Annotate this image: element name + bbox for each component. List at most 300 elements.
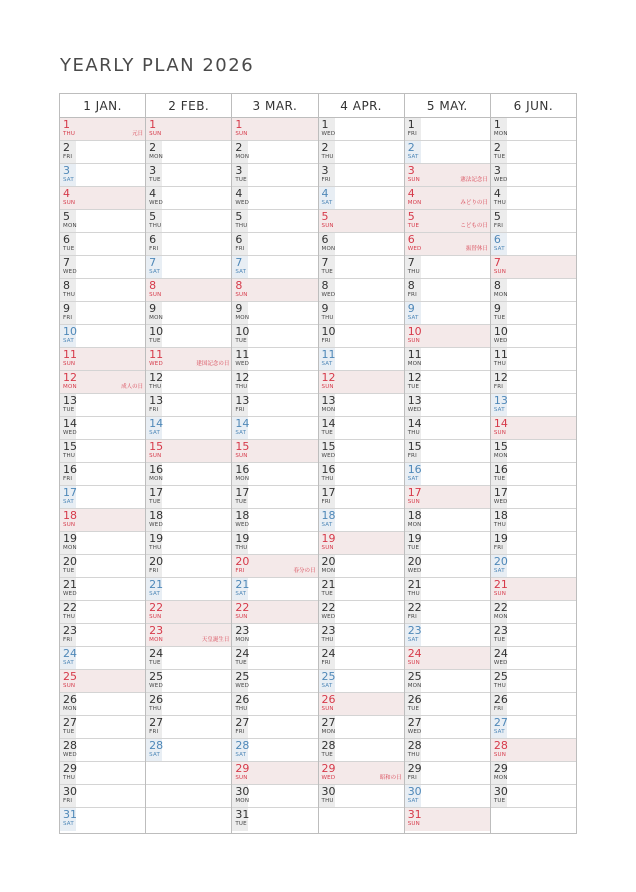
day-cell[interactable] [60,509,145,532]
day-cell[interactable] [405,141,490,164]
day-cell[interactable] [319,532,404,555]
day-cell[interactable] [232,233,317,256]
day-cell[interactable] [60,693,145,716]
day-cell[interactable] [60,647,145,670]
day-note-area[interactable] [507,256,576,278]
day-note-area[interactable] [335,210,404,232]
day-note-area[interactable] [421,739,490,761]
day-cell[interactable] [146,463,231,486]
day-cell[interactable] [491,463,576,486]
day-cell[interactable] [232,417,317,440]
day-cell[interactable] [405,302,490,325]
day-cell[interactable] [405,394,490,417]
day-cell[interactable] [232,118,317,141]
day-note-area[interactable] [335,716,404,738]
day-note-area[interactable] [335,256,404,278]
day-note-area[interactable] [507,325,576,347]
day-cell[interactable] [60,785,145,808]
day-cell[interactable] [319,210,404,233]
day-note-area[interactable] [507,716,576,738]
day-note-area[interactable] [76,785,145,807]
day-note-area[interactable] [421,348,490,370]
day-note-area[interactable] [76,463,145,485]
day-cell[interactable] [232,440,317,463]
day-cell[interactable] [405,279,490,302]
day-cell[interactable] [60,279,145,302]
day-cell[interactable] [60,118,145,141]
day-cell[interactable] [319,739,404,762]
day-note-area[interactable] [162,601,231,623]
day-note-area[interactable] [76,808,145,831]
day-note-area[interactable] [507,371,576,393]
day-note-area[interactable] [421,785,490,807]
day-note-area[interactable] [162,325,231,347]
day-cell[interactable] [405,785,490,808]
day-cell[interactable] [146,118,231,141]
day-note-area[interactable] [335,164,404,186]
day-cell[interactable] [405,440,490,463]
day-note-area[interactable] [335,670,404,692]
day-cell[interactable] [319,647,404,670]
day-note-area[interactable] [507,624,576,646]
day-cell[interactable] [60,716,145,739]
day-note-area[interactable] [507,279,576,301]
day-cell[interactable] [232,716,317,739]
day-cell[interactable] [146,417,231,440]
day-note-area[interactable] [76,348,145,370]
day-cell[interactable] [60,578,145,601]
day-cell[interactable] [232,808,317,831]
day-note-area[interactable] [335,486,404,508]
day-cell[interactable] [232,647,317,670]
day-cell[interactable] [232,785,317,808]
day-note-area[interactable] [421,118,490,140]
day-note-area[interactable] [248,624,317,646]
day-note-area[interactable] [76,187,145,209]
day-note-area[interactable] [421,486,490,508]
day-note-area[interactable] [248,210,317,232]
day-note-area[interactable] [162,440,231,462]
day-note-area[interactable] [335,118,404,140]
day-note-area[interactable] [507,762,576,784]
day-cell[interactable] [60,670,145,693]
day-note-area[interactable] [162,670,231,692]
day-note-area[interactable] [335,624,404,646]
day-cell[interactable] [491,417,576,440]
day-note-area[interactable] [421,302,490,324]
day-note-area[interactable] [248,440,317,462]
day-note-area[interactable] [76,302,145,324]
day-note-area[interactable] [335,601,404,623]
day-cell[interactable] [146,164,231,187]
day-note-area[interactable] [162,371,231,393]
day-cell[interactable] [60,256,145,279]
day-note-area[interactable] [507,693,576,715]
day-note-area[interactable] [421,716,490,738]
day-cell[interactable] [232,624,317,647]
day-cell[interactable] [405,532,490,555]
day-note-area[interactable] [335,463,404,485]
day-note-area[interactable] [162,486,231,508]
day-cell[interactable] [319,624,404,647]
day-cell[interactable] [232,578,317,601]
day-note-area[interactable] [76,486,145,508]
day-cell[interactable] [60,394,145,417]
day-cell[interactable] [491,210,576,233]
day-note-area[interactable] [248,417,317,439]
day-note-area[interactable] [162,187,231,209]
day-cell[interactable] [60,141,145,164]
day-cell[interactable] [146,348,231,371]
day-cell[interactable] [319,417,404,440]
day-note-area[interactable] [335,440,404,462]
day-cell[interactable] [232,256,317,279]
day-note-area[interactable] [162,555,231,577]
day-cell[interactable] [232,371,317,394]
day-cell[interactable] [60,417,145,440]
day-cell[interactable] [319,555,404,578]
day-cell[interactable] [146,670,231,693]
day-note-area[interactable] [76,164,145,186]
day-note-area[interactable] [335,693,404,715]
day-cell[interactable] [491,233,576,256]
day-note-area[interactable] [335,233,404,255]
day-note-area[interactable] [248,785,317,807]
day-note-area[interactable] [76,325,145,347]
day-note-area[interactable] [507,463,576,485]
day-cell[interactable] [60,187,145,210]
day-note-area[interactable] [248,509,317,531]
day-note-area[interactable] [162,302,231,324]
day-note-area[interactable] [335,578,404,600]
day-cell[interactable] [491,739,576,762]
day-note-area[interactable] [162,233,231,255]
day-note-area[interactable] [248,693,317,715]
day-cell[interactable] [146,532,231,555]
day-cell[interactable] [146,256,231,279]
day-cell[interactable] [232,739,317,762]
day-note-area[interactable] [76,693,145,715]
day-cell[interactable] [319,348,404,371]
day-cell[interactable] [405,417,490,440]
day-cell[interactable] [405,233,490,256]
day-cell[interactable] [405,463,490,486]
day-note-area[interactable] [421,647,490,669]
day-note-area[interactable] [162,141,231,163]
day-note-area[interactable] [248,716,317,738]
day-cell[interactable] [146,141,231,164]
day-cell[interactable] [146,578,231,601]
day-note-area[interactable] [421,394,490,416]
day-note-area[interactable] [162,279,231,301]
day-cell[interactable] [319,371,404,394]
day-cell[interactable] [232,325,317,348]
day-cell[interactable] [146,739,231,762]
day-note-area[interactable] [248,463,317,485]
day-cell[interactable] [319,463,404,486]
day-note-area[interactable] [421,670,490,692]
day-cell[interactable] [405,187,490,210]
day-note-area[interactable] [248,325,317,347]
day-note-area[interactable] [76,578,145,600]
day-cell[interactable] [405,624,490,647]
day-cell[interactable] [232,279,317,302]
day-note-area[interactable] [421,555,490,577]
day-cell[interactable] [491,555,576,578]
day-note-area[interactable] [421,624,490,646]
day-note-area[interactable] [507,578,576,600]
day-cell[interactable] [491,670,576,693]
day-cell[interactable] [146,647,231,670]
day-cell[interactable] [60,739,145,762]
day-note-area[interactable] [335,739,404,761]
day-cell[interactable] [60,302,145,325]
day-note-area[interactable] [421,693,490,715]
day-cell[interactable] [405,670,490,693]
day-note-area[interactable] [248,647,317,669]
day-cell[interactable] [405,371,490,394]
day-note-area[interactable] [507,394,576,416]
day-cell[interactable] [405,486,490,509]
day-cell[interactable] [319,716,404,739]
day-note-area[interactable] [335,302,404,324]
day-cell[interactable] [146,325,231,348]
day-note-area[interactable] [162,693,231,715]
day-note-area[interactable] [507,118,576,140]
day-cell[interactable] [491,164,576,187]
day-cell[interactable] [405,739,490,762]
day-note-area[interactable] [335,647,404,669]
day-note-area[interactable] [507,164,576,186]
day-cell[interactable] [146,693,231,716]
day-note-area[interactable] [248,141,317,163]
day-note-area[interactable] [248,601,317,623]
day-note-area[interactable] [248,486,317,508]
day-note-area[interactable] [507,233,576,255]
day-note-area[interactable] [421,440,490,462]
day-cell[interactable] [405,164,490,187]
day-note-area[interactable] [335,371,404,393]
day-cell[interactable] [60,601,145,624]
day-note-area[interactable] [507,210,576,232]
day-note-area[interactable] [507,532,576,554]
day-cell[interactable] [491,371,576,394]
day-cell[interactable] [319,141,404,164]
day-cell[interactable] [319,233,404,256]
day-note-area[interactable] [335,785,404,807]
day-cell[interactable] [232,164,317,187]
day-cell[interactable] [491,578,576,601]
day-cell[interactable] [405,509,490,532]
day-note-area[interactable] [507,647,576,669]
day-note-area[interactable] [421,371,490,393]
day-cell[interactable] [146,210,231,233]
day-cell[interactable] [491,440,576,463]
day-note-area[interactable] [76,233,145,255]
day-note-area[interactable] [76,417,145,439]
day-note-area[interactable] [335,348,404,370]
day-cell[interactable] [491,348,576,371]
day-note-area[interactable] [248,532,317,554]
day-cell[interactable] [405,555,490,578]
day-cell[interactable] [146,601,231,624]
day-note-area[interactable] [162,118,231,140]
day-note-area[interactable] [507,187,576,209]
day-note-area[interactable] [335,187,404,209]
day-cell[interactable] [491,693,576,716]
day-note-area[interactable] [507,141,576,163]
day-note-area[interactable] [421,808,490,831]
day-note-area[interactable] [248,256,317,278]
day-cell[interactable] [60,371,145,394]
day-cell[interactable] [60,532,145,555]
day-cell[interactable] [491,509,576,532]
day-cell[interactable] [491,302,576,325]
day-cell[interactable] [405,256,490,279]
day-cell[interactable] [491,141,576,164]
day-note-area[interactable] [76,141,145,163]
day-note-area[interactable] [421,463,490,485]
day-note-area[interactable] [421,279,490,301]
day-cell[interactable] [232,187,317,210]
day-note-area[interactable] [162,716,231,738]
day-note-area[interactable] [248,302,317,324]
day-cell[interactable] [319,601,404,624]
day-cell[interactable] [405,348,490,371]
day-cell[interactable] [405,210,490,233]
day-cell[interactable] [319,693,404,716]
day-cell[interactable] [405,118,490,141]
day-cell[interactable] [319,279,404,302]
day-cell[interactable] [491,187,576,210]
day-note-area[interactable] [162,532,231,554]
day-note-area[interactable] [507,670,576,692]
day-cell[interactable] [491,647,576,670]
day-cell[interactable] [491,325,576,348]
day-cell[interactable] [60,348,145,371]
day-note-area[interactable] [162,256,231,278]
day-cell[interactable] [491,532,576,555]
day-cell[interactable] [405,578,490,601]
day-cell[interactable] [405,693,490,716]
day-cell[interactable] [319,762,404,785]
day-note-area[interactable] [507,348,576,370]
day-cell[interactable] [491,785,576,808]
day-note-area[interactable] [421,578,490,600]
day-cell[interactable] [319,578,404,601]
day-cell[interactable] [146,555,231,578]
day-note-area[interactable] [76,762,145,784]
day-note-area[interactable] [162,578,231,600]
day-cell[interactable] [232,509,317,532]
day-cell[interactable] [60,808,145,831]
day-note-area[interactable] [507,486,576,508]
day-cell[interactable] [405,716,490,739]
day-note-area[interactable] [248,164,317,186]
day-note-area[interactable] [335,555,404,577]
day-note-area[interactable] [335,325,404,347]
day-cell[interactable] [146,624,231,647]
day-cell[interactable] [146,233,231,256]
day-cell[interactable] [405,808,490,831]
day-cell[interactable] [232,532,317,555]
day-cell[interactable] [232,463,317,486]
day-note-area[interactable] [507,440,576,462]
day-cell[interactable] [491,279,576,302]
day-cell[interactable] [232,348,317,371]
day-note-area[interactable] [248,578,317,600]
day-note-area[interactable] [76,256,145,278]
day-cell[interactable] [232,762,317,785]
day-cell[interactable] [319,486,404,509]
day-note-area[interactable] [76,279,145,301]
day-note-area[interactable] [507,785,576,807]
day-note-area[interactable] [162,164,231,186]
day-note-area[interactable] [335,509,404,531]
day-note-area[interactable] [335,532,404,554]
day-cell[interactable] [319,440,404,463]
day-note-area[interactable] [162,509,231,531]
day-cell[interactable] [319,670,404,693]
day-cell[interactable] [146,716,231,739]
day-cell[interactable] [405,601,490,624]
day-note-area[interactable] [248,348,317,370]
day-cell[interactable] [405,325,490,348]
day-cell[interactable] [232,670,317,693]
day-note-area[interactable] [76,624,145,646]
day-note-area[interactable] [507,509,576,531]
day-cell[interactable] [146,394,231,417]
day-note-area[interactable] [421,141,490,163]
day-cell[interactable] [60,164,145,187]
day-note-area[interactable] [507,302,576,324]
day-cell[interactable] [491,394,576,417]
day-note-area[interactable] [76,394,145,416]
day-note-area[interactable] [335,279,404,301]
day-cell[interactable] [146,187,231,210]
day-note-area[interactable] [335,141,404,163]
day-cell[interactable] [491,716,576,739]
day-note-area[interactable] [248,808,317,831]
day-note-area[interactable] [248,394,317,416]
day-note-area[interactable] [507,739,576,761]
day-note-area[interactable] [76,210,145,232]
day-note-area[interactable] [162,739,231,761]
day-cell[interactable] [491,601,576,624]
day-cell[interactable] [60,233,145,256]
day-note-area[interactable] [162,417,231,439]
day-cell[interactable] [232,394,317,417]
day-cell[interactable] [405,762,490,785]
day-cell[interactable] [232,302,317,325]
day-cell[interactable] [232,141,317,164]
day-cell[interactable] [319,164,404,187]
day-note-area[interactable] [248,233,317,255]
day-note-area[interactable] [76,440,145,462]
day-cell[interactable] [405,647,490,670]
day-note-area[interactable] [162,210,231,232]
day-note-area[interactable] [335,394,404,416]
day-note-area[interactable] [248,739,317,761]
day-note-area[interactable] [162,463,231,485]
day-note-area[interactable] [248,670,317,692]
day-cell[interactable] [146,509,231,532]
day-cell[interactable] [146,302,231,325]
day-note-area[interactable] [421,762,490,784]
day-note-area[interactable] [335,417,404,439]
day-note-area[interactable] [162,647,231,669]
day-note-area[interactable] [421,601,490,623]
